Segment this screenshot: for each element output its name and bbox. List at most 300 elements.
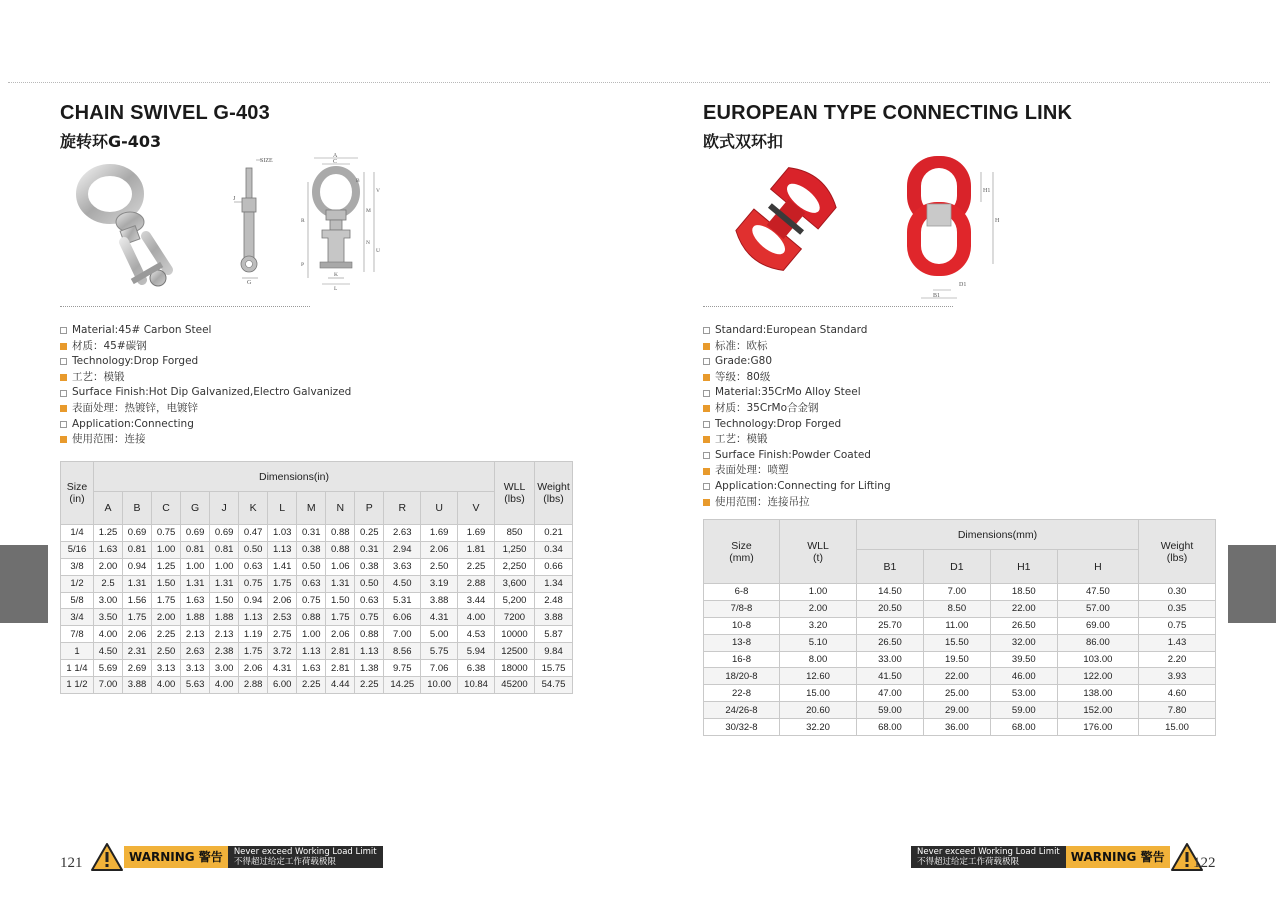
table-row <box>61 525 573 542</box>
warning-line-cn: 不得超过给定工作荷载极限 <box>233 856 336 867</box>
spec-item <box>703 417 891 433</box>
table-cell: 22.00 <box>923 668 990 685</box>
table-row <box>704 685 1216 702</box>
table-cell: 0.75 <box>297 592 326 609</box>
table-cell: 33.00 <box>857 651 924 668</box>
label-g: G <box>247 280 252 286</box>
table-cell: 3.88 <box>421 592 458 609</box>
table-cell: 1.13 <box>355 643 384 660</box>
label-k: K <box>334 272 338 278</box>
table-cell: 1.41 <box>268 558 297 575</box>
page-title-cn: 旋转环G-403 <box>60 132 162 151</box>
table-cell: 2,250 <box>495 558 535 575</box>
table-cell: 2.50 <box>421 558 458 575</box>
table-cell: 1.25 <box>152 558 181 575</box>
table-cell: 46.00 <box>990 668 1057 685</box>
table-cell: 2.20 <box>1139 651 1216 668</box>
label-u: U <box>376 248 380 254</box>
col-header: U <box>421 492 458 525</box>
table-cell: 0.63 <box>355 592 384 609</box>
table-cell: 41.50 <box>857 668 924 685</box>
table-cell: 1.43 <box>1139 634 1216 651</box>
table-cell: 2.31 <box>123 643 152 660</box>
spec-item <box>703 385 891 401</box>
table-cell: 2.13 <box>210 626 239 643</box>
col-size-header: Size (in) <box>61 462 94 525</box>
table-cell: 54.75 <box>535 677 573 694</box>
table-cell: 4.00 <box>458 609 495 626</box>
table-cell: 3.50 <box>94 609 123 626</box>
hollow-square-bullet-icon <box>703 452 710 459</box>
table-cell: 2.25 <box>297 677 326 694</box>
label-j: J <box>233 196 236 202</box>
table-cell: 1.63 <box>181 592 210 609</box>
table-cell: 68.00 <box>857 719 924 736</box>
label-n: N <box>366 240 370 246</box>
table-cell: 0.50 <box>355 575 384 592</box>
table-cell: 9.75 <box>384 660 421 677</box>
square-bullet-icon <box>60 436 67 443</box>
table-cell: 53.00 <box>990 685 1057 702</box>
table-cell: 3.44 <box>458 592 495 609</box>
spec-text: 材质：35CrMo合金钢 <box>715 401 819 414</box>
table-cell: 3.63 <box>384 558 421 575</box>
table-cell: 4.00 <box>210 677 239 694</box>
table-cell: 1.13 <box>297 643 326 660</box>
table-cell: 2.06 <box>421 541 458 558</box>
table-row <box>61 643 573 660</box>
left-gutter-tab <box>0 545 48 623</box>
spec-item <box>703 495 891 511</box>
warning-label: WARNING 警告 <box>1066 846 1170 868</box>
table-cell: 1.25 <box>94 525 123 542</box>
table-cell: 10-8 <box>704 617 780 634</box>
table-cell: 0.31 <box>297 525 326 542</box>
page-number: 121 <box>60 855 83 871</box>
table-cell: 1.69 <box>458 525 495 542</box>
table-cell: 39.50 <box>990 651 1057 668</box>
table-cell: 2.81 <box>326 643 355 660</box>
square-bullet-icon <box>703 499 710 506</box>
spec-text: Technology:Drop Forged <box>72 355 199 368</box>
table-cell: 4.60 <box>1139 685 1216 702</box>
table-cell: 3.93 <box>1139 668 1216 685</box>
table-cell: 2.5 <box>94 575 123 592</box>
table-cell: 0.47 <box>239 525 268 542</box>
label-d1: D1 <box>959 282 967 288</box>
table-cell: 1.63 <box>297 660 326 677</box>
col-header: P <box>355 492 384 525</box>
warning-line-en: Never exceed Working Load Limit <box>233 847 377 857</box>
table-cell: 3.72 <box>268 643 297 660</box>
table-cell: 2.94 <box>384 541 421 558</box>
table-cell: 1.31 <box>123 575 152 592</box>
table-cell: 0.21 <box>535 525 573 542</box>
spec-item <box>703 463 891 479</box>
page-title: CHAIN SWIVEL G-403 <box>60 102 270 124</box>
table-cell: 2.63 <box>181 643 210 660</box>
table-cell: 3.19 <box>421 575 458 592</box>
table-cell: 1.19 <box>239 626 268 643</box>
table-cell: 122.00 <box>1057 668 1138 685</box>
col-wll-header: WLL (t) <box>780 520 857 584</box>
spec-text: 等级：80级 <box>715 370 771 383</box>
table-cell: 5.63 <box>181 677 210 694</box>
table-cell: 1 1/2 <box>61 677 94 694</box>
col-dimensions-header: Dimensions(mm) <box>857 520 1139 550</box>
table-cell: 2.00 <box>780 600 857 617</box>
square-bullet-icon <box>703 343 710 350</box>
spec-item <box>60 339 351 355</box>
hollow-square-bullet-icon <box>703 483 710 490</box>
table-cell: 29.00 <box>923 702 990 719</box>
table-cell: 1/4 <box>61 525 94 542</box>
table-cell: 1.03 <box>268 525 297 542</box>
table-cell: 2.48 <box>535 592 573 609</box>
table-cell: 32.00 <box>990 634 1057 651</box>
table-cell: 2.25 <box>355 677 384 694</box>
spec-text: Application:Connecting <box>72 417 194 430</box>
table-row <box>704 634 1216 651</box>
table-cell: 8.56 <box>384 643 421 660</box>
table-cell: 47.50 <box>1057 584 1138 601</box>
col-header: H1 <box>990 550 1057 584</box>
hollow-square-bullet-icon <box>703 390 710 397</box>
col-header: B <box>123 492 152 525</box>
table-cell: 2.53 <box>268 609 297 626</box>
spec-text: 使用范围：连接吊拉 <box>715 495 810 508</box>
table-cell: 0.31 <box>355 541 384 558</box>
table-cell: 26.50 <box>990 617 1057 634</box>
col-size-header: Size (mm) <box>704 520 780 584</box>
col-header: B1 <box>857 550 924 584</box>
spec-item <box>703 448 891 464</box>
warning-message <box>911 846 1066 868</box>
table-cell: 1 <box>61 643 94 660</box>
spec-text: 工艺：模锻 <box>715 433 768 446</box>
spec-text: 表面处理：热镀锌，电镀锌 <box>72 401 198 414</box>
table-cell: 2.06 <box>326 626 355 643</box>
table-cell: 3.13 <box>181 660 210 677</box>
square-bullet-icon <box>703 468 710 475</box>
table-cell: 0.88 <box>326 525 355 542</box>
table-cell: 2.25 <box>458 558 495 575</box>
square-bullet-icon <box>703 405 710 412</box>
label-b1: B1 <box>933 293 941 299</box>
table-cell: 15.00 <box>780 685 857 702</box>
table-cell: 1.31 <box>181 575 210 592</box>
dimension-table <box>703 519 1216 736</box>
spec-item <box>703 432 891 448</box>
table-cell: 14.50 <box>857 584 924 601</box>
table-cell: 1.56 <box>123 592 152 609</box>
spec-item <box>703 370 891 386</box>
table-cell: 1.75 <box>268 575 297 592</box>
table-cell: 2.50 <box>152 643 181 660</box>
table-cell: 3.88 <box>123 677 152 694</box>
table-cell: 32.20 <box>780 719 857 736</box>
table-cell: 0.88 <box>355 626 384 643</box>
spec-item <box>60 432 351 448</box>
table-cell: 18.50 <box>990 584 1057 601</box>
col-header: K <box>239 492 268 525</box>
table-cell: 103.00 <box>1057 651 1138 668</box>
warning-line-en: Never exceed Working Load Limit <box>917 847 1060 857</box>
spec-text: Material:35CrMo Alloy Steel <box>715 386 861 399</box>
label-l: L <box>334 286 338 292</box>
table-row <box>704 600 1216 617</box>
warning-line-cn: 不得超过给定工作荷载极限 <box>917 856 1020 867</box>
table-cell: 2.38 <box>210 643 239 660</box>
table-cell: 22-8 <box>704 685 780 702</box>
spec-item <box>703 339 891 355</box>
table-cell: 2.00 <box>152 609 181 626</box>
table-cell: 22.00 <box>990 600 1057 617</box>
spec-item <box>60 385 351 401</box>
table-cell: 4.31 <box>421 609 458 626</box>
table-cell: 3.20 <box>780 617 857 634</box>
table-cell: 7/8 <box>61 626 94 643</box>
spec-item <box>60 370 351 386</box>
table-cell: 176.00 <box>1057 719 1138 736</box>
table-cell: 68.00 <box>990 719 1057 736</box>
square-bullet-icon <box>60 405 67 412</box>
table-cell: 11.00 <box>923 617 990 634</box>
table-cell: 7200 <box>495 609 535 626</box>
table-cell: 3.88 <box>535 609 573 626</box>
table-cell: 12.60 <box>780 668 857 685</box>
table-cell: 5.10 <box>780 634 857 651</box>
col-dimensions-header: Dimensions(in) <box>94 462 495 492</box>
table-cell: 5.69 <box>94 660 123 677</box>
table-cell: 1.00 <box>152 541 181 558</box>
left-page <box>60 0 575 922</box>
label-size: SIZE <box>260 158 273 164</box>
table-cell: 1.63 <box>94 541 123 558</box>
swivel-front-drawing <box>300 152 382 292</box>
table-cell: 0.88 <box>326 541 355 558</box>
table-cell: 3.00 <box>94 592 123 609</box>
table-cell: 1.75 <box>326 609 355 626</box>
col-header: A <box>94 492 123 525</box>
table-row <box>61 609 573 626</box>
hollow-square-bullet-icon <box>703 358 710 365</box>
spec-text: 表面处理：喷塑 <box>715 464 789 477</box>
col-header: G <box>181 492 210 525</box>
table-cell: 1.75 <box>123 609 152 626</box>
spec-text: Material:45# Carbon Steel <box>72 324 212 336</box>
table-row <box>704 617 1216 634</box>
table-cell: 10.84 <box>458 677 495 694</box>
table-cell: 1.13 <box>239 609 268 626</box>
table-cell: 15.75 <box>535 660 573 677</box>
square-bullet-icon <box>60 343 67 350</box>
table-row <box>704 668 1216 685</box>
square-bullet-icon <box>703 436 710 443</box>
hollow-square-bullet-icon <box>60 421 67 428</box>
table-cell: 20.50 <box>857 600 924 617</box>
table-cell: 4.53 <box>458 626 495 643</box>
table-cell: 4.50 <box>94 643 123 660</box>
table-cell: 0.66 <box>535 558 573 575</box>
table-row <box>61 592 573 609</box>
table-cell: 15.50 <box>923 634 990 651</box>
table-cell: 2.88 <box>239 677 268 694</box>
table-cell: 2.06 <box>239 660 268 677</box>
spec-text: Surface Finish:Powder Coated <box>715 448 871 461</box>
table-cell: 0.94 <box>239 592 268 609</box>
table-cell: 0.94 <box>123 558 152 575</box>
table-cell: 5.87 <box>535 626 573 643</box>
table-cell: 10000 <box>495 626 535 643</box>
table-cell: 1.00 <box>181 558 210 575</box>
table-cell: 0.63 <box>239 558 268 575</box>
table-cell: 1.69 <box>421 525 458 542</box>
table-cell: 69.00 <box>1057 617 1138 634</box>
col-header: M <box>297 492 326 525</box>
spec-item <box>60 323 351 339</box>
table-cell: 2.63 <box>384 525 421 542</box>
hollow-square-bullet-icon <box>60 390 67 397</box>
table-cell: 2.13 <box>181 626 210 643</box>
table-cell: 26.50 <box>857 634 924 651</box>
col-header: J <box>210 492 239 525</box>
table-row <box>61 677 573 694</box>
col-header: L <box>268 492 297 525</box>
table-cell: 20.60 <box>780 702 857 719</box>
table-cell: 0.75 <box>1139 617 1216 634</box>
table-cell: 0.30 <box>1139 584 1216 601</box>
page-number: 122 <box>1193 855 1216 871</box>
right-gutter-tab <box>1228 545 1276 623</box>
table-cell: 5,200 <box>495 592 535 609</box>
spec-item <box>703 323 891 339</box>
table-cell: 14.25 <box>384 677 421 694</box>
table-cell: 5/16 <box>61 541 94 558</box>
table-cell: 18000 <box>495 660 535 677</box>
table-cell: 0.25 <box>355 525 384 542</box>
table-cell: 1.50 <box>326 592 355 609</box>
table-cell: 1.88 <box>181 609 210 626</box>
table-cell: 0.81 <box>210 541 239 558</box>
table-cell: 0.75 <box>239 575 268 592</box>
table-row <box>61 660 573 677</box>
square-bullet-icon <box>60 374 67 381</box>
table-cell: 0.81 <box>181 541 210 558</box>
table-cell: 2.06 <box>268 592 297 609</box>
spec-list <box>60 323 351 448</box>
table-cell: 57.00 <box>1057 600 1138 617</box>
table-cell: 152.00 <box>1057 702 1138 719</box>
table-row <box>704 719 1216 736</box>
warning-banner <box>911 843 1204 871</box>
table-cell: 19.50 <box>923 651 990 668</box>
spec-item <box>60 417 351 433</box>
table-cell: 16-8 <box>704 651 780 668</box>
table-cell: 1.75 <box>239 643 268 660</box>
connecting-link-drawing <box>897 152 1007 304</box>
col-header: V <box>458 492 495 525</box>
label-v: V <box>376 188 380 194</box>
table-cell: 5.00 <box>421 626 458 643</box>
hollow-square-bullet-icon <box>703 327 710 334</box>
table-row <box>704 702 1216 719</box>
label-r: R <box>301 218 305 224</box>
warning-banner <box>90 843 383 871</box>
table-cell: 1.88 <box>210 609 239 626</box>
col-header: C <box>152 492 181 525</box>
table-cell: 2.75 <box>268 626 297 643</box>
table-cell: 1.00 <box>297 626 326 643</box>
table-cell: 59.00 <box>857 702 924 719</box>
warning-message <box>228 846 383 868</box>
table-cell: 3/4 <box>61 609 94 626</box>
table-cell: 1.13 <box>268 541 297 558</box>
col-header: R <box>384 492 421 525</box>
label-h: H <box>995 218 1000 224</box>
table-cell: 15.00 <box>1139 719 1216 736</box>
table-cell: 25.00 <box>923 685 990 702</box>
table-cell: 1 1/4 <box>61 660 94 677</box>
spec-text: Application:Connecting for Lifting <box>715 479 891 492</box>
table-cell: 1.75 <box>152 592 181 609</box>
table-cell: 1.31 <box>326 575 355 592</box>
table-row <box>61 541 573 558</box>
table-cell: 1.81 <box>458 541 495 558</box>
spec-item <box>703 479 891 495</box>
spec-text: Technology:Drop Forged <box>715 417 842 430</box>
table-cell: 10.00 <box>421 677 458 694</box>
spec-item <box>60 401 351 417</box>
table-cell: 12500 <box>495 643 535 660</box>
table-cell: 7.00 <box>94 677 123 694</box>
table-cell: 7.00 <box>384 626 421 643</box>
table-cell: 7.80 <box>1139 702 1216 719</box>
table-cell: 9.84 <box>535 643 573 660</box>
spec-list <box>703 323 891 510</box>
section-divider <box>703 306 953 307</box>
table-cell: 1.06 <box>326 558 355 575</box>
table-cell: 1/2 <box>61 575 94 592</box>
table-cell: 8.00 <box>780 651 857 668</box>
table-cell: 6.38 <box>458 660 495 677</box>
table-cell: 59.00 <box>990 702 1057 719</box>
col-wll-header: WLL (lbs) <box>495 462 535 525</box>
spec-text: Surface Finish:Hot Dip Galvanized,Electro Galvanized <box>72 386 352 399</box>
label-h1: H1 <box>983 188 991 194</box>
table-cell: 36.00 <box>923 719 990 736</box>
dimension-table <box>60 461 573 694</box>
table-cell: 45200 <box>495 677 535 694</box>
page-title: EUROPEAN TYPE CONNECTING LINK <box>703 102 1073 124</box>
table-cell: 8.50 <box>923 600 990 617</box>
spec-text: 使用范围：连接 <box>72 433 146 446</box>
col-weight-header: Weight (lbs) <box>535 462 573 525</box>
table-row <box>704 584 1216 601</box>
table-cell: 1.34 <box>535 575 573 592</box>
spec-text: 材质：45#碳钢 <box>72 339 147 352</box>
table-cell: 6.00 <box>268 677 297 694</box>
table-cell: 5/8 <box>61 592 94 609</box>
table-cell: 2.25 <box>152 626 181 643</box>
warning-icon <box>90 842 124 872</box>
table-cell: 138.00 <box>1057 685 1138 702</box>
table-cell: 0.88 <box>297 609 326 626</box>
hollow-square-bullet-icon <box>60 358 67 365</box>
table-row <box>704 651 1216 668</box>
table-cell: 24/26-8 <box>704 702 780 719</box>
table-cell: 2.06 <box>123 626 152 643</box>
